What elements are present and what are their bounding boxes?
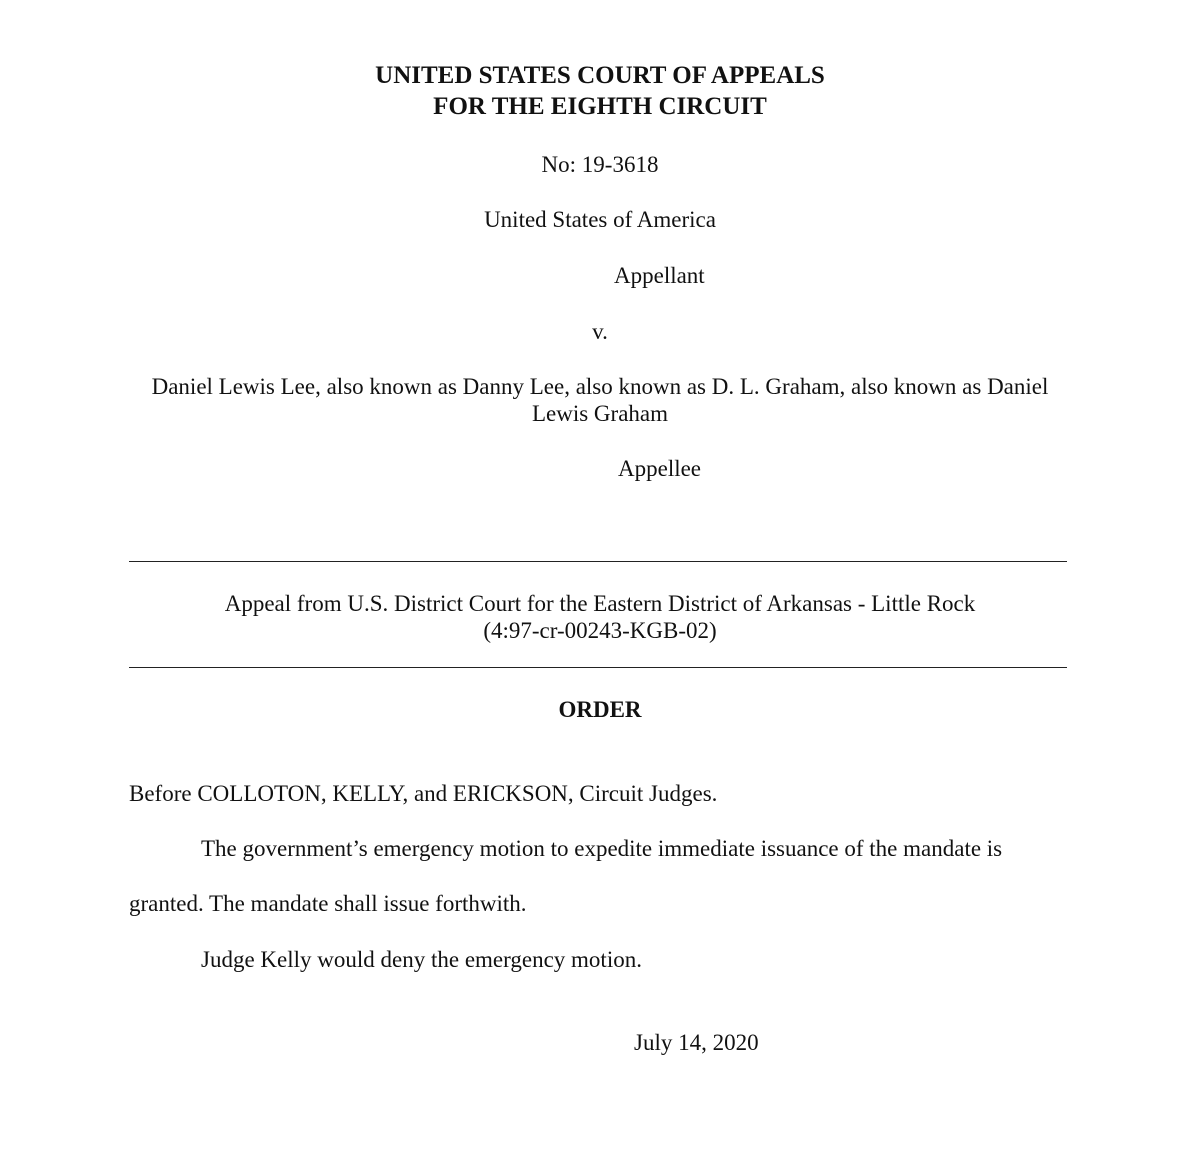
appellee-name-line-1: Daniel Lewis Lee, also known as Danny Lee, also known as D. L. Graham, also known as Daniel	[151, 374, 1049, 399]
docket-number: (4:97-cr-00243-KGB-02)	[483, 618, 717, 643]
order-date: July 14, 2020	[634, 1030, 759, 1055]
dissent-note: Judge Kelly would deny the emergency motion.	[201, 947, 642, 972]
court-name-line-1: UNITED STATES COURT OF APPEALS	[375, 62, 825, 89]
court-name-line-2: FOR THE EIGHTH CIRCUIT	[433, 93, 767, 120]
order-paragraph-line-1: The government’s emergency motion to expedite immediate issuance of the mandate is	[201, 836, 1003, 861]
appellant-role: Appellant	[614, 263, 705, 288]
panel-judges: Before COLLOTON, KELLY, and ERICKSON, Circuit Judges.	[129, 781, 718, 806]
order-paragraph-line-2: granted. The mandate shall issue forthwith.	[129, 891, 527, 916]
top-divider	[129, 561, 1067, 562]
appeal-from-line: Appeal from U.S. District Court for the Eastern District of Arkansas - Little Rock	[224, 591, 976, 616]
appellee-name-line-2: Lewis Graham	[531, 401, 669, 426]
versus: v.	[592, 319, 608, 344]
appellant-name: United States of America	[484, 207, 716, 232]
appellee-role: Appellee	[618, 456, 702, 481]
order-heading: ORDER	[558, 697, 642, 722]
case-number: No: 19-3618	[541, 152, 659, 177]
bottom-divider	[129, 667, 1067, 668]
